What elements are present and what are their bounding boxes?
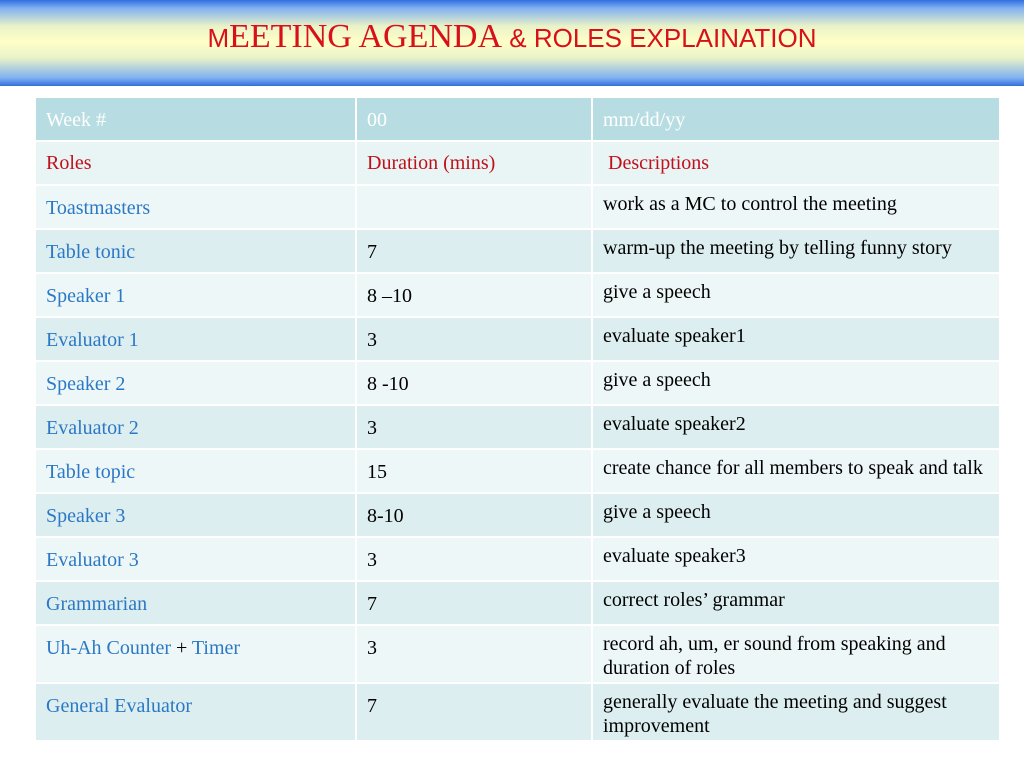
table-row	[35, 361, 1000, 405]
role-cell: Evaluator 3	[35, 537, 356, 581]
description-cell: evaluate speaker2	[592, 405, 1000, 449]
table-row	[35, 537, 1000, 581]
table-header-row	[35, 97, 1000, 141]
table-row	[35, 683, 1000, 741]
week-value: 00	[356, 97, 592, 141]
role-cell	[35, 625, 356, 683]
role-uh-ah-counter: Uh-Ah Counter	[46, 637, 171, 659]
descriptions-header	[592, 141, 1000, 185]
role-cell: Speaker 1	[35, 273, 356, 317]
description-cell: work as a MC to control the meeting	[592, 185, 1000, 229]
role-cell: Table topic	[35, 449, 356, 493]
description-cell: record ah, um, er sound from speaking and duration of roles	[592, 625, 1000, 683]
description-cell: generally evaluate the meeting and suggest improvement	[592, 683, 1000, 741]
description-cell: correct roles’ grammar	[592, 581, 1000, 625]
table-row	[35, 405, 1000, 449]
role-cell: Evaluator 1	[35, 317, 356, 361]
title-part-2: EETING AGENDA	[229, 18, 503, 55]
role-timer: Timer	[191, 637, 241, 659]
table-row	[35, 317, 1000, 361]
week-label: Week #	[35, 97, 356, 141]
description-cell: give a speech	[592, 361, 1000, 405]
page-title	[0, 18, 1024, 56]
description-cell: warm-up the meeting by telling funny story	[592, 229, 1000, 273]
table-row	[35, 185, 1000, 229]
table-row	[35, 273, 1000, 317]
duration-cell: 8 -10	[356, 361, 592, 405]
title-part-1: M	[207, 23, 230, 53]
role-cell: Grammarian	[35, 581, 356, 625]
description-cell: give a speech	[592, 273, 1000, 317]
duration-cell	[356, 185, 592, 229]
table-row	[35, 581, 1000, 625]
description-cell: create chance for all members to speak and talk	[592, 449, 1000, 493]
table-row	[35, 229, 1000, 273]
duration-cell: 8-10	[356, 493, 592, 537]
table-row	[35, 625, 1000, 683]
duration-cell: 8 –10	[356, 273, 592, 317]
descriptions-header-label: Descriptions	[608, 152, 710, 174]
duration-cell: 7	[356, 229, 592, 273]
description-cell: evaluate speaker3	[592, 537, 1000, 581]
duration-cell: 15	[356, 449, 592, 493]
duration-cell: 7	[356, 581, 592, 625]
role-cell: Evaluator 2	[35, 405, 356, 449]
table-row	[35, 449, 1000, 493]
duration-cell: 7	[356, 683, 592, 741]
role-plus-sign: +	[170, 637, 192, 659]
role-cell: Toastmasters	[35, 185, 356, 229]
title-part-3: & ROLES EXPLAINATION	[502, 23, 817, 53]
role-cell: Table tonic	[35, 229, 356, 273]
column-header-row	[35, 141, 1000, 185]
role-cell: Speaker 3	[35, 493, 356, 537]
table-row	[35, 493, 1000, 537]
agenda-table	[34, 96, 1001, 742]
duration-header: Duration (mins)	[356, 141, 592, 185]
description-cell: give a speech	[592, 493, 1000, 537]
duration-cell: 3	[356, 317, 592, 361]
date-value: mm/dd/yy	[592, 97, 1000, 141]
role-cell: General Evaluator	[35, 683, 356, 741]
roles-header: Roles	[35, 141, 356, 185]
role-cell: Speaker 2	[35, 361, 356, 405]
description-cell: evaluate speaker1	[592, 317, 1000, 361]
duration-cell: 3	[356, 405, 592, 449]
duration-cell: 3	[356, 537, 592, 581]
duration-cell: 3	[356, 625, 592, 683]
